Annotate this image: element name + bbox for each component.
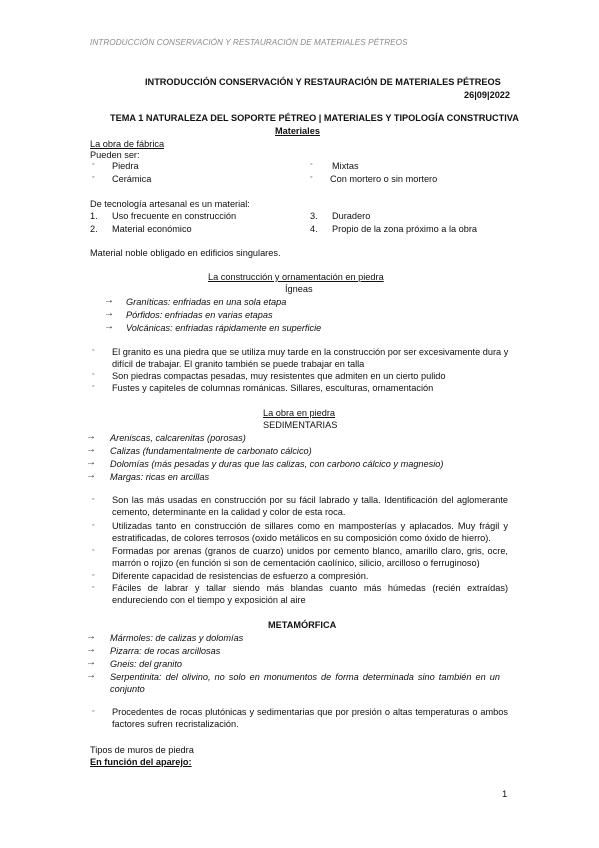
list-item: Mixtas xyxy=(332,161,359,171)
running-header: INTRODUCCIÓN CONSERVACIÓN Y RESTAURACIÓN DE MATERIALES PÉTREOS xyxy=(90,38,408,47)
list-item: Gneis: del granito xyxy=(110,659,183,669)
circle-bullet-icon: ◦ xyxy=(310,161,313,168)
list-item: Areniscas, calcarenitas (porosas) xyxy=(110,433,246,443)
circle-bullet-icon: ◦ xyxy=(92,572,95,579)
construccion-heading: La construcción y ornamentación en piedra xyxy=(208,272,384,282)
list-number: 3. xyxy=(310,211,318,221)
list-item: Duradero xyxy=(332,211,371,221)
list-item: Con mortero o sin mortero xyxy=(330,174,438,184)
list-item: Son las más usadas en construcción por su fácil labrado y talla. Identificación del aglomerante cemento, determinante en la calidad y color de esta roca. xyxy=(112,495,508,517)
artesanal-intro: De tecnología artesanal es un material: xyxy=(90,199,250,209)
circle-bullet-icon: ◦ xyxy=(92,496,95,503)
list-item: Utilizadas tanto en construcción de sillares como en mamposterías y aplacados. Muy frágil y estratificadas, de colores terrosos (oxido metálicos en su composición como óxido de hierro). xyxy=(112,521,508,543)
right-arrow-icon: → xyxy=(104,295,114,306)
right-arrow-icon: → xyxy=(86,431,96,442)
page-number: 1 xyxy=(502,789,508,800)
list-item: Calizas (fundamentalmente de carbonato cálcico) xyxy=(110,446,312,456)
list-item: Material económico xyxy=(112,224,192,234)
list-item: Piedra xyxy=(112,161,139,171)
circle-bullet-icon: ◦ xyxy=(92,371,95,378)
muros-subheading: En función del aparejo: xyxy=(90,757,192,767)
right-arrow-icon: → xyxy=(86,444,96,455)
list-item: Formadas por arenas (granos de cuarzo) unidos por cemento blanco, amarillo claro, gris, ocre, marrón o rojizo (en función si son de cementación caolínico, silicio, arcilloso o ferruginoso) xyxy=(112,546,508,568)
list-number: 1. xyxy=(90,211,98,221)
right-arrow-icon: → xyxy=(86,644,96,655)
circle-bullet-icon: ◦ xyxy=(92,522,95,529)
metamorfica-subheading: METAMÓRFICA xyxy=(268,620,337,630)
list-item: Propio de la zona próximo a la obra xyxy=(332,224,478,234)
list-item: Fáciles de labrar y tallar siendo más blandas cuanto más húmedas (recién extraídas) endureciendo con el tiempo y exposición al aire xyxy=(112,583,508,605)
circle-bullet-icon: ◦ xyxy=(92,383,95,390)
fabrica-heading: La obra de fábrica xyxy=(90,139,165,149)
list-item: Son piedras compactas pesadas, muy resistentes que admiten en un cierto pulido xyxy=(112,371,446,381)
list-number: 4. xyxy=(310,224,318,234)
circle-bullet-icon: ◦ xyxy=(92,584,95,591)
list-item: Procedentes de rocas plutónicas y sedimentarias que por presión o altas temperaturas o ambos factores sufren recristalización. xyxy=(112,707,508,729)
circle-bullet-icon: ◦ xyxy=(92,161,95,168)
circle-bullet-icon: ◦ xyxy=(310,174,313,181)
right-arrow-icon: → xyxy=(86,457,96,468)
list-item: Mármoles: de calizas y dolomías xyxy=(110,633,244,643)
fabrica-intro: Pueden ser: xyxy=(90,150,140,160)
igneas-subheading: Ígneas xyxy=(285,284,313,294)
document-title: INTRODUCCIÓN CONSERVACIÓN Y RESTAURACIÓN DE MATERIALES PÉTREOS xyxy=(145,77,501,87)
right-arrow-icon: → xyxy=(104,321,114,332)
list-item-continuation: difícil de trabajar. El granito también se puede trabajar en talla xyxy=(112,359,365,369)
document-date: 26|09|2022 xyxy=(464,90,511,100)
section-materiales: Materiales xyxy=(275,126,320,136)
list-number: 2. xyxy=(90,224,98,234)
list-item: Margas: ricas en arcillas xyxy=(110,472,210,482)
list-item: Graníticas: enfriadas en una sola etapa xyxy=(126,297,287,307)
list-item: Diferente capacidad de resistencias de esfuerzo a compresión. xyxy=(112,571,369,581)
right-arrow-icon: → xyxy=(104,308,114,319)
list-item: Pórfidos: enfriadas en varias etapas xyxy=(126,310,273,320)
topic-title: TEMA 1 NATURALEZA DEL SOPORTE PÉTREO | MATERIALES Y TIPOLOGÍA CONSTRUCTIVA xyxy=(110,113,519,123)
list-item: Volcánicas: enfriadas rápidamente en superficie xyxy=(126,323,322,333)
list-item: Dolomías (más pesadas y duras que las calizas, con carbono cálcico y magnesio) xyxy=(110,459,444,469)
list-item: Cerámica xyxy=(112,174,152,184)
circle-bullet-icon: ◦ xyxy=(92,174,95,181)
list-item: El granito es una piedra que se utiliza muy tarde en la construcción por ser excesivamente dura y xyxy=(112,347,509,357)
right-arrow-icon: → xyxy=(86,670,96,681)
circle-bullet-icon: ◦ xyxy=(92,347,95,354)
right-arrow-icon: → xyxy=(86,470,96,481)
right-arrow-icon: → xyxy=(86,631,96,642)
right-arrow-icon: → xyxy=(86,657,96,668)
list-item: Uso frecuente en construcción xyxy=(112,211,237,221)
muros-heading: Tipos de muros de piedra xyxy=(90,745,194,755)
list-item: Serpentinita: del olivino, no solo en monumentos de forma determinada sino también en un conjunto xyxy=(110,672,500,694)
list-item: Fustes y capiteles de columnas románicas. Sillares, esculturas, ornamentación xyxy=(112,383,434,393)
circle-bullet-icon: ◦ xyxy=(92,708,95,715)
artesanal-note: Material noble obligado en edificios singulares. xyxy=(90,248,281,258)
sedimentarias-subheading: SEDIMENTARIAS xyxy=(263,420,338,430)
circle-bullet-icon: ◦ xyxy=(92,547,95,554)
obra-piedra-heading: La obra en piedra xyxy=(263,408,336,418)
list-item: Pizarra: de rocas arcillosas xyxy=(110,646,221,656)
